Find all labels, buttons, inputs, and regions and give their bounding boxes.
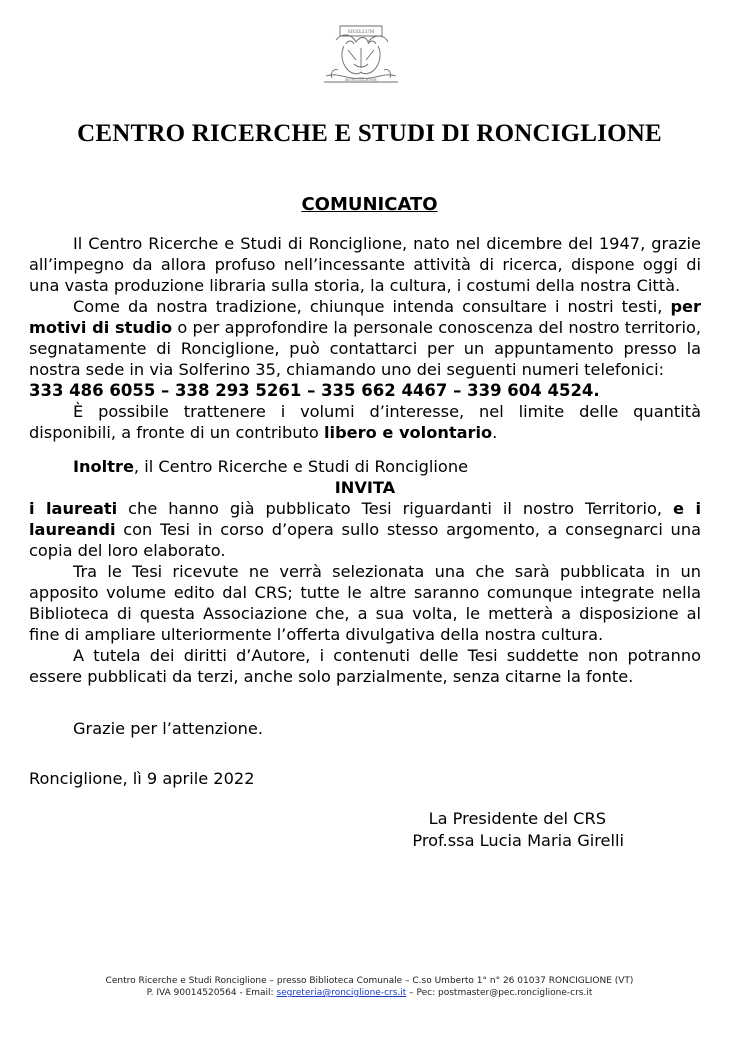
emphasis-moreover: Inoltre: [73, 457, 134, 476]
paragraph-selection: Tra le Tesi ricevute ne verrà selezionata una che sarà pubblicata in un apposito volume edito dal CRS; tutte le altre saranno comunque integrate nella Biblioteca di questa Associazione che, a sua volta, le metterà a disposizione al fine di ampliare ulteriormente l’offerta divulgativa della nostra cultura.: [29, 562, 701, 644]
emphasis-contribution: libero e volontario: [323, 423, 493, 442]
paragraph-consultation: [29, 296, 701, 380]
paragraph-text: con Tesi in corso d’opera sullo stesso argomento, a consegnarci una copia del loro elaborato.: [29, 520, 701, 560]
footer-email-link[interactable]: segreteria@ronciglione-crs.it: [276, 988, 407, 998]
footer-pec: – Pec: postmaster@pec.ronciglione-crs.it: [406, 988, 593, 998]
phone-numbers: [29, 380, 701, 401]
paragraph-text: , il Centro Ricerche e Studi di Ronciglione: [133, 457, 469, 476]
paragraph-text: È possibile trattenere i volumi d’interesse, nel limite delle quantità disponibili, a fronte di un contributo: [29, 402, 701, 442]
paragraph-text: Come da nostra tradizione, chiunque intenda consultare i nostri testi,: [73, 297, 671, 316]
logo-text-top: SIGILLUM: [347, 29, 375, 35]
footer-contacts: [0, 987, 739, 999]
footer-vat: P. IVA 90014520564 - Email:: [146, 988, 277, 998]
emphasis-undergraduates: e i laureandi: [29, 499, 701, 539]
signature-name: Prof.ssa Lucia Maria Girelli: [412, 831, 624, 850]
closing-thanks: Grazie per l’attenzione.: [73, 719, 263, 738]
signature-block: [400, 808, 640, 852]
document-heading: COMUNICATO: [301, 194, 438, 215]
paragraph-text: che hanno già pubblicato Tesi riguardanti il nostro Territorio,: [117, 499, 673, 518]
signature-role: La Presidente del CRS: [428, 809, 606, 828]
footer: [0, 975, 739, 999]
paragraph-graduates: [29, 498, 701, 561]
paragraph-text: o per approfondire la personale conoscenza del nostro territorio, segnatamente di Ronciglione, può contattarci per un appuntamento presso la nostra sede in via Solferino 35, chiamando uno dei seguenti numeri telefonici:: [29, 318, 702, 379]
phone-list: 333 486 6055 – 338 293 5261 – 335 662 4467 – 339 604 4524: [29, 381, 594, 400]
announcement-body: [29, 233, 701, 687]
phone-period: .: [593, 381, 600, 400]
place-date: Ronciglione, lì 9 aprile 2022: [29, 769, 255, 788]
logo-text-bottom: RONCIGLIONE: [345, 77, 377, 82]
paragraph-moreover: [29, 456, 701, 477]
paragraph-copyright: A tutela dei diritti d’Autore, i contenuti delle Tesi suddette non potranno essere pubblicati da terzi, anche solo parzialmente, senza citarne la fonte.: [29, 646, 701, 686]
footer-address: Centro Ricerche e Studi Ronciglione – presso Biblioteca Comunale – C.so Umberto 1° n° 26 01037 RONCIGLIONE (VT): [105, 976, 634, 986]
crest-emblem-icon: [318, 20, 404, 88]
emphasis-graduates: i laureati: [29, 499, 118, 518]
emphasis-study: per motivi di studio: [29, 297, 701, 337]
paragraph-history: Il Centro Ricerche e Studi di Ronciglione, nato nel dicembre del 1947, grazie all’impegno da allora profuso nell’incessante attività di ricerca, dispone oggi di una vasta produzione libraria sulla storia, la cultura, i costumi della nostra Città.: [29, 234, 701, 295]
paragraph-period: .: [492, 423, 498, 442]
invita-heading: INVITA: [334, 478, 396, 497]
paragraph-loan: [29, 401, 701, 443]
organization-title: CENTRO RICERCHE E STUDI DI RONCIGLIONE: [77, 120, 662, 147]
